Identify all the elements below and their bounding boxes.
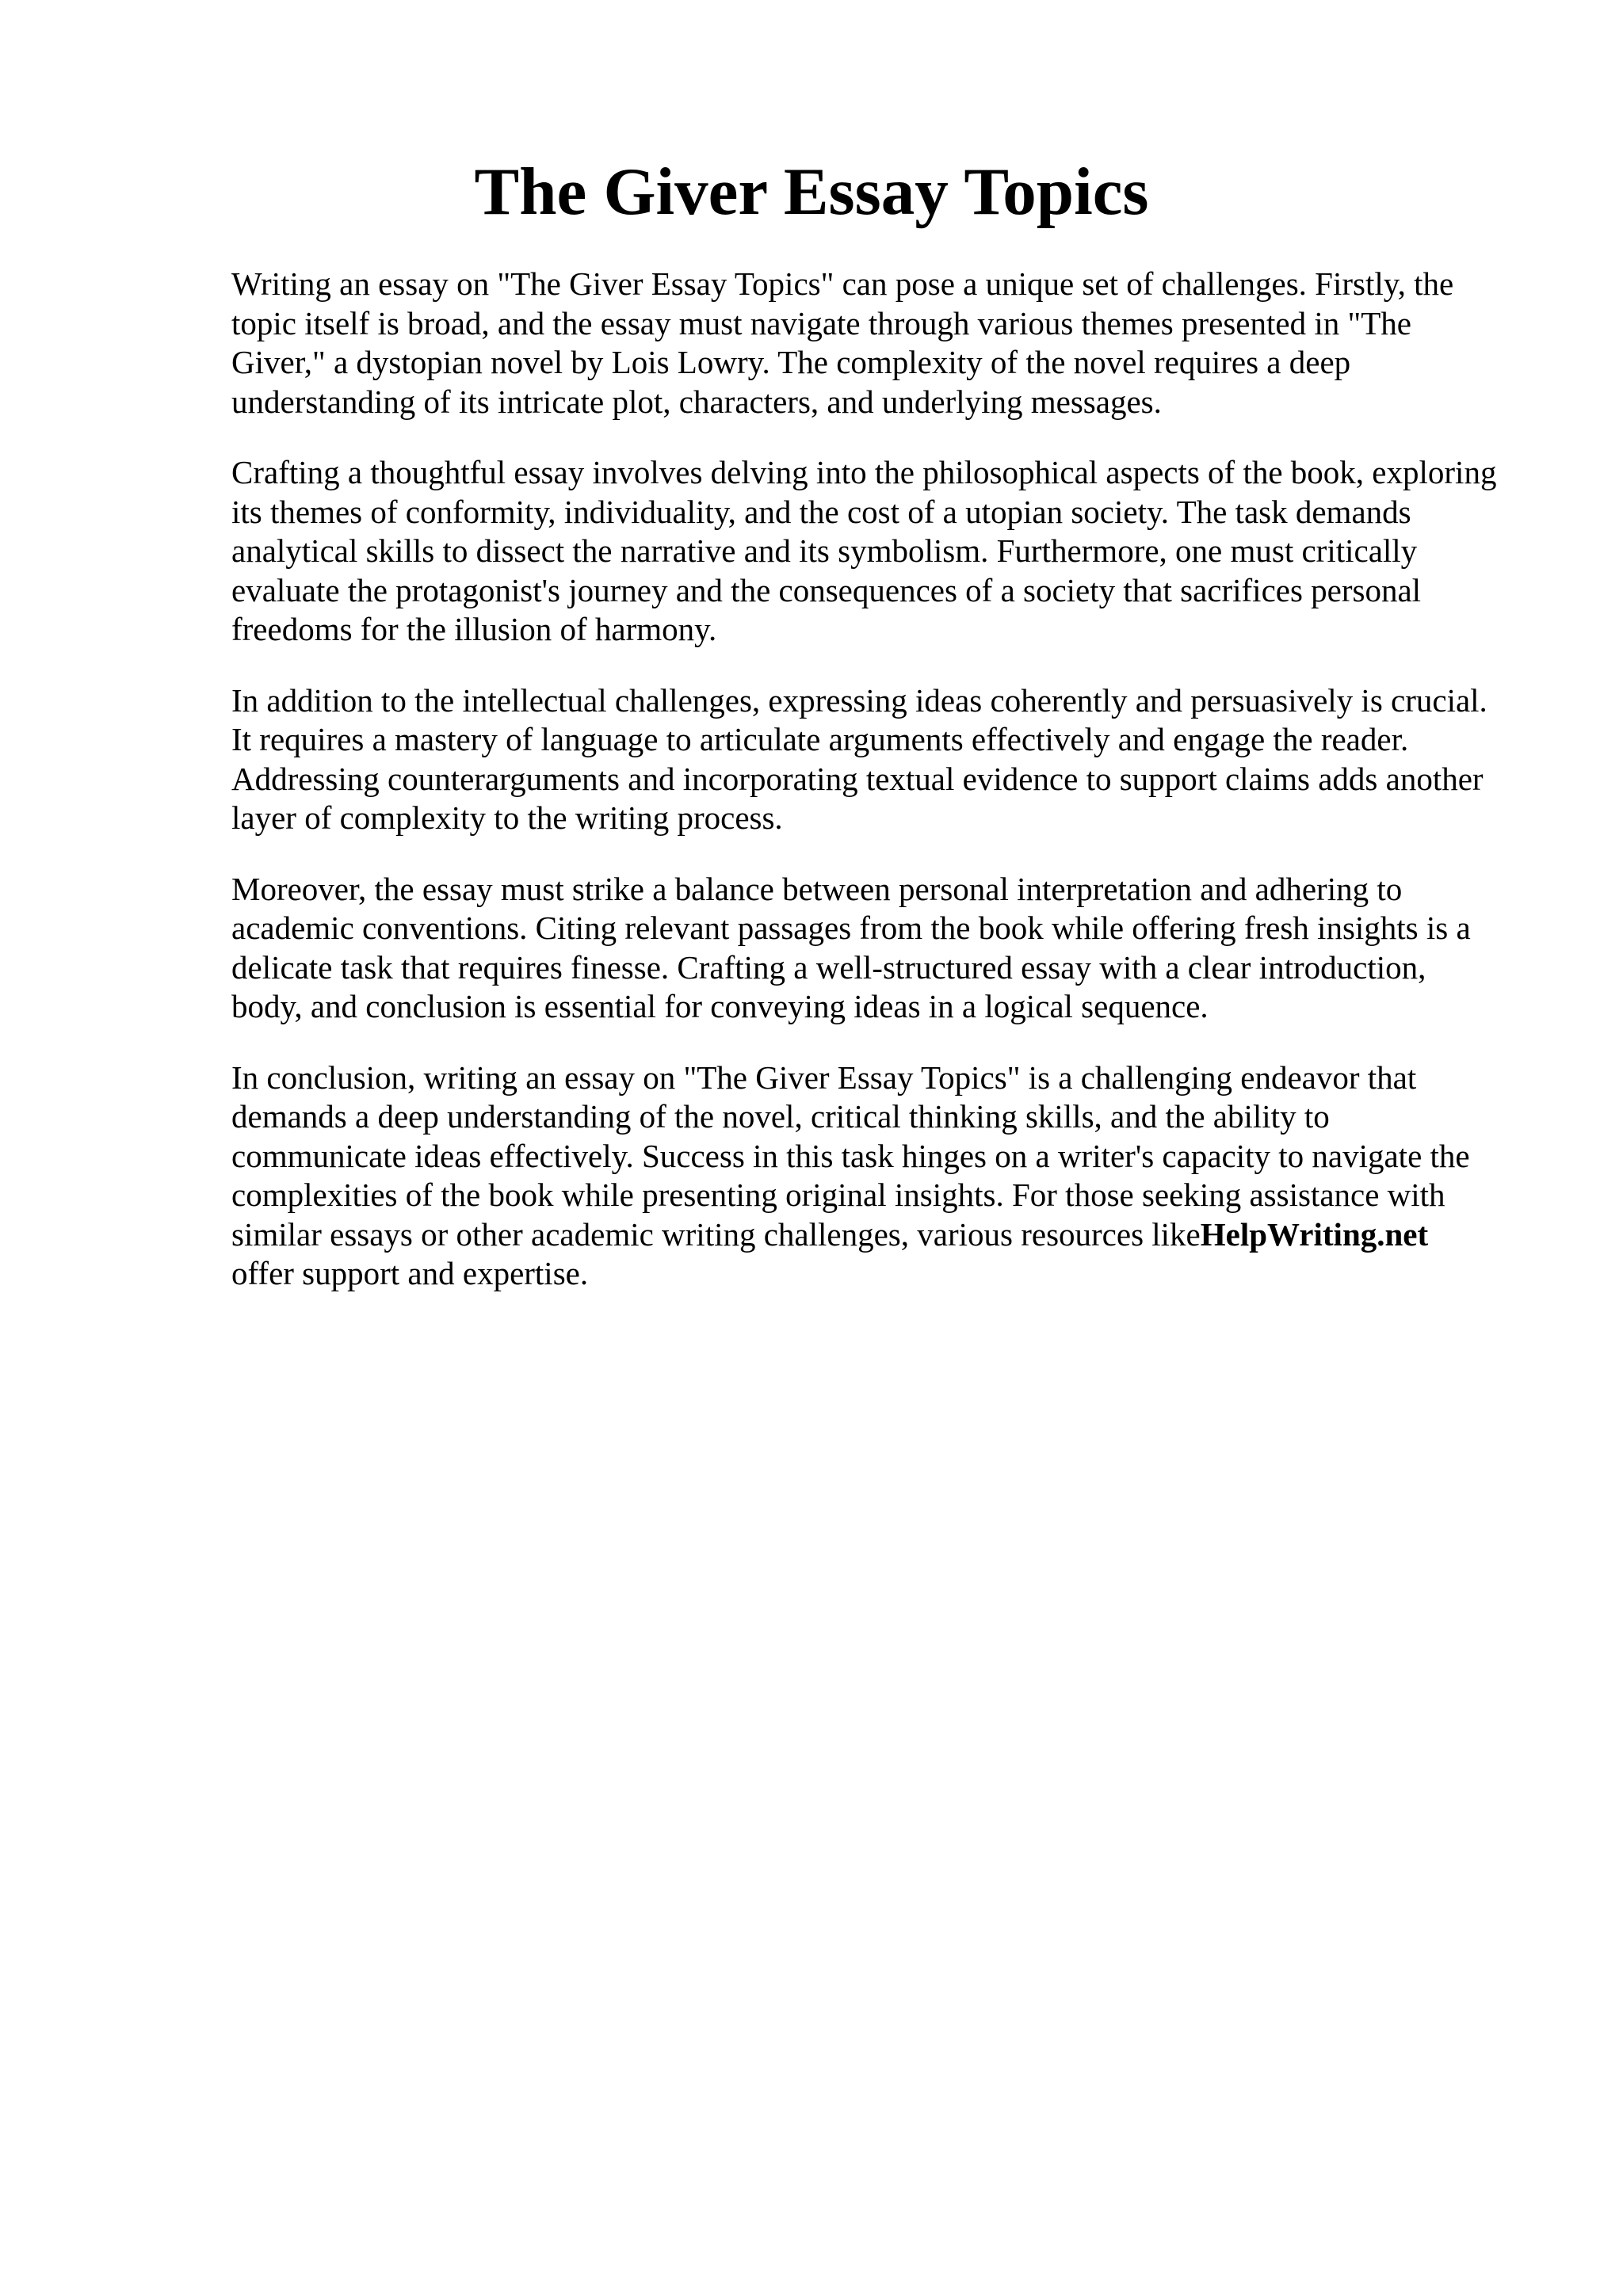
document-title: The Giver Essay Topics	[474, 154, 1149, 229]
paragraph-line: communicate ideas effectively. Success in this task hinges on a writer's capacity to navigate the	[231, 1137, 1470, 1174]
paragraph-line: Addressing counterarguments and incorporating textual evidence to support claims adds another	[231, 760, 1484, 797]
helpwriting-brand: HelpWriting.net	[1200, 1215, 1429, 1253]
paragraph-line: layer of complexity to the writing process.	[231, 799, 783, 836]
paragraph-line: delicate task that requires finesse. Crafting a well-structured essay with a clear introduction,	[231, 948, 1426, 986]
paragraph-line: body, and conclusion is essential for conveying ideas in a logical sequence.	[231, 988, 1209, 1024]
paragraph-4	[231, 870, 1515, 1027]
paragraph-line-text: similar essays or other academic writing challenges, various resources like	[231, 1215, 1201, 1253]
paragraph-line: Moreover, the essay must strike a balance between personal interpretation and adhering to	[231, 870, 1403, 907]
paragraph-line: topic itself is broad, and the essay must navigate through various themes presented in "The	[231, 304, 1411, 341]
paragraph-2	[231, 453, 1515, 650]
paragraph-line: Crafting a thoughtful essay involves delving into the philosophical aspects of the book, exploring	[231, 454, 1497, 490]
paragraph-line: Giver," a dystopian novel by Lois Lowry. The complexity of the novel requires a deep	[231, 344, 1351, 380]
paragraph-line: evaluate the protagonist's journey and the consequences of a society that sacrifices personal	[231, 571, 1422, 608]
paragraph-3	[231, 681, 1515, 838]
paragraph-line-with-brand	[231, 1215, 1515, 1255]
paragraph-line: offer support and expertise.	[231, 1255, 589, 1291]
paragraph-line: understanding of its intricate plot, characters, and underlying messages.	[231, 383, 1162, 420]
paragraph-line: In conclusion, writing an essay on "The Giver Essay Topics" is a challenging endeavor that	[231, 1058, 1417, 1096]
paragraph-line: demands a deep understanding of the novel, critical thinking skills, and the ability to	[231, 1098, 1330, 1135]
paragraph-line: analytical skills to dissect the narrative and its symbolism. Furthermore, one must critically	[231, 532, 1418, 569]
paragraph-line: It requires a mastery of language to articulate arguments effectively and engage the reader.	[231, 721, 1409, 757]
paragraph-line: freedoms for the illusion of harmony.	[231, 611, 717, 647]
paragraph-line: In addition to the intellectual challenges, expressing ideas coherently and persuasively is crucial.	[231, 681, 1487, 719]
paragraph-line: academic conventions. Citing relevant passages from the book while offering fresh insights is a	[231, 910, 1471, 946]
paragraph-5	[231, 1058, 1515, 1294]
document-body	[231, 265, 1515, 1325]
paragraph-line: its themes of conformity, individuality, and the cost of a utopian society. The task demands	[231, 493, 1411, 530]
paragraph-line: complexities of the book while presenting original insights. For those seeking assistance with	[231, 1177, 1445, 1213]
paragraph-1	[231, 265, 1515, 421]
paragraph-line: Writing an essay on "The Giver Essay Topics" can pose a unique set of challenges. Firstly, the	[231, 265, 1454, 302]
